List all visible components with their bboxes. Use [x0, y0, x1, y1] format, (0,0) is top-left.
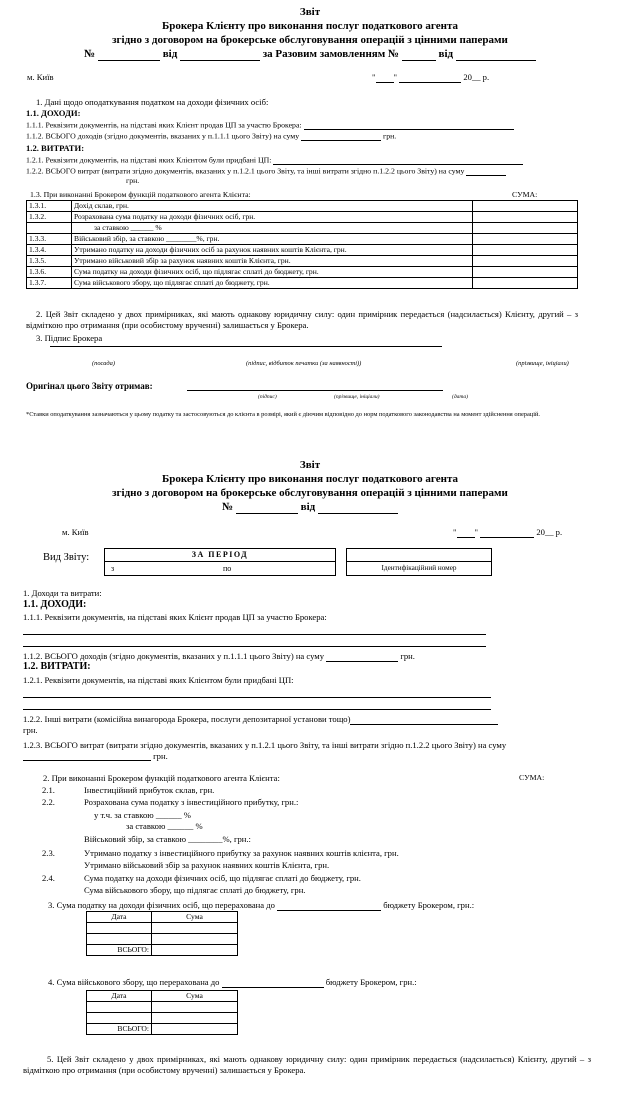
tax-table-row-label: Розрахована сума податку на доходи фізичних осіб, грн.	[72, 212, 473, 223]
report-1-item-121: 1.2.1. Реквізити документів, на підставі яких Клієнтом були придбані ЦП:	[26, 155, 523, 165]
tax-table-row-sum	[473, 267, 578, 278]
report-2-line-121b	[23, 701, 491, 710]
table-4-header-sum: Сума	[152, 991, 238, 1002]
report-2-line-111a	[23, 626, 486, 635]
report-2-item-111: 1.1.1. Реквізити документів, на підставі яких Клієнт продав ЦП за участю Брокера:	[23, 612, 327, 622]
report-1-caption-position: (посада)	[92, 360, 115, 367]
tax-table-row-label: Військовий збір, за ставкою ________%, грн.	[72, 234, 473, 245]
report-2-income-heading: 1.1. ДОХОДИ:	[23, 599, 87, 610]
report-2-section-3: 3. Сума податку на доходи фізичних осіб, що перерахована до бюджету Брокером, грн.:	[48, 900, 475, 910]
report-1-title-line-2: Брокера Клієнту про виконання послуг податкового агента	[161, 20, 459, 32]
table-4-total-label: ВСЬОГО:	[87, 1024, 152, 1035]
report-1-item-122: 1.2.2. ВСЬОГО витрат (витрати згідно документів, вказаних у п.1.2.1 цього Звіту, та інші витрати згідно п.1.2.2 цього Звіту) на суму грн.	[26, 166, 586, 186]
report-2-item-121: 1.2.1. Реквізити документів, на підставі яких Клієнтом були придбані ЦП:	[23, 675, 294, 685]
tax-table-row-number: 1.3.1.	[27, 201, 72, 212]
tax-table-row-number: 1.3.7.	[27, 278, 72, 289]
table-3-header-sum: Сума	[152, 912, 238, 923]
report-2-period-from: з	[111, 564, 115, 573]
tax-table-row	[27, 201, 578, 212]
report-2-item-row	[42, 860, 329, 871]
report-1-item-112: 1.1.2. ВСЬОГО доходів (згідно документів, вказаних у п.1.1.1 цього Звіту) на суму грн.	[26, 131, 397, 141]
report-2-item-number: 2.1.	[42, 785, 55, 795]
report-2-item-122: 1.2.2. Інші витрати (комісійна винагорода Брокера, послуги депозитарної установи тощо) грн.	[23, 714, 583, 735]
report-1-caption-name: (прізвище, ініціали)	[516, 360, 569, 367]
tax-table-row-sum	[473, 201, 578, 212]
report-1-item-111: 1.1.1. Реквізити документів, на підставі яких Клієнт продав ЦП за участю Брокера:	[26, 120, 514, 130]
report-1-footnote: *Ставки оподаткування зазначаються у цьому податку та застосовуються до клієнта в розмірі, який є діючим відповідно до норм податкового законодавства на момент здійснення операцій.	[26, 411, 541, 418]
tax-table-row-number: 1.3.2.	[27, 212, 72, 223]
report-1-sum-label: СУМА:	[512, 190, 538, 199]
table-4-header-date: Дата	[87, 991, 152, 1002]
report-2-line-111b	[23, 638, 486, 647]
report-2-date: " " 20__ р.	[453, 527, 563, 537]
tax-table-row-label: Дохід склав, грн.	[72, 201, 473, 212]
report-1-original-received: Оригінал цього Звіту отримав:	[26, 381, 153, 391]
report-2-section-2: 2. При виконанні Брокером функцій податкового агента Клієнта:	[43, 773, 280, 783]
tax-table-row-label: Утримано податку на доходи фізичних осіб за рахунок наявних коштів Клієнта, грн.	[72, 245, 473, 256]
tax-table-row-label: Сума військового збору, що підлягає сплаті до бюджету, грн.	[72, 278, 473, 289]
report-2-expenses-heading: 1.2. ВИТРАТИ:	[23, 661, 91, 672]
tax-table-row-number	[27, 223, 72, 234]
tax-table-row	[27, 234, 578, 245]
report-2-table-4	[86, 990, 238, 1035]
report-2-item-label: Сума податку на доходи фізичних осіб, що підлягає сплаті до бюджету, грн.	[84, 873, 361, 883]
report-1-city: м. Київ	[27, 72, 54, 82]
report-2-id-caption: Ідентифікаційний номер	[381, 564, 457, 572]
tax-table-row-label: Утримано військовий збір за рахунок наявних коштів Клієнта, грн.	[72, 256, 473, 267]
report-1-tax-table	[26, 200, 578, 289]
report-2-item-row	[42, 785, 214, 796]
report-2-item-row	[42, 885, 305, 896]
report-2-period-title: ЗА ПЕРІОД	[191, 550, 249, 559]
tax-table-row	[27, 256, 578, 267]
report-2-line-121a	[23, 689, 491, 698]
tax-table-row	[27, 245, 578, 256]
report-1-section-1: 1. Дані щодо оподаткування податком на доходи фізичних осіб:	[36, 97, 269, 107]
report-1-caption-date: (дата)	[452, 394, 468, 400]
report-2-sum-label: СУМА:	[519, 773, 545, 782]
report-1-caption-name-2: (прізвище, ініціали)	[334, 394, 380, 400]
report-1-title-line-1: Звіт	[299, 6, 321, 18]
report-2-id-box	[346, 548, 492, 576]
tax-table-row-sum	[473, 223, 578, 234]
report-1-income-heading: 1.1. ДОХОДИ:	[26, 108, 81, 118]
report-2-item-label: за ставкою ______ %	[126, 821, 203, 831]
report-2-item-label: Утримано податку з інвестиційного прибутку за рахунок наявних коштів клієнта, грн.	[84, 848, 399, 858]
report-1-paragraph-2: 2. Цей Звіт складено у двох примірниках, які мають однакову юридичну силу: один примірник передається (надсилається) Клієнту, другий – з відміткою про отримання (при особистому врученні) залишається у Брокера.	[26, 309, 578, 330]
report-1-section-13: 1.3. При виконанні Брокером функцій податкового агента Клієнта:	[30, 190, 251, 199]
report-1-caption-sign: (підпис)	[258, 394, 277, 400]
report-1-title-number-line: № від за Разовим замовленням № від	[0, 48, 620, 61]
tax-table-row-sum	[473, 245, 578, 256]
report-1-caption-signature: (підпис, відбиток печатки (за наявності))	[246, 360, 362, 367]
report-2-table-3	[86, 911, 238, 956]
tax-table-row-label: за ставкою ______ %	[72, 223, 473, 234]
report-2-type-label: Вид Звіту:	[43, 552, 90, 563]
report-1-title-line-3: згідно з договором на брокерське обслуговування операцій з цінними паперами	[112, 34, 508, 46]
report-2-paragraph-5: 5. Цей Звіт складено у двох примірниках, які мають однакову юридичну силу: один примірник передається (надсилається) Клієнту, другий – з відміткою про отримання (при особистому врученні) залишається у Брокера.	[23, 1054, 591, 1075]
report-2-item-label: Інвестиційний прибуток склав, грн.	[84, 785, 215, 795]
report-1-date: " " 20__ р.	[372, 72, 490, 82]
tax-table-row-number: 1.3.3.	[27, 234, 72, 245]
report-2-section-1: 1. Доходи та витрати:	[23, 588, 102, 598]
report-2-item-label: Утримано військовий збір за рахунок наявних коштів Клієнта, грн.	[84, 860, 330, 870]
report-2-item-row	[42, 810, 191, 821]
tax-table-row-sum	[473, 278, 578, 289]
report-2-item-number: 2.3.	[42, 848, 55, 858]
report-2-item-row	[42, 821, 203, 832]
report-2-period-box	[104, 548, 336, 576]
tax-table-row-label: Сума податку на доходи фізичних осіб, що підлягає сплаті до бюджету, грн.	[72, 267, 473, 278]
report-2-item-row	[42, 797, 298, 808]
tax-table-row-sum	[473, 234, 578, 245]
report-2-title-line-3: згідно з договором на брокерське обслуговування операцій з цінними паперами	[112, 487, 508, 499]
tax-table-row-sum	[473, 256, 578, 267]
report-2-item-row	[42, 873, 361, 884]
table-3-header-date: Дата	[87, 912, 152, 923]
tax-table-row	[27, 223, 578, 234]
report-1-received-line	[187, 381, 443, 391]
report-2-item-number: 2.2.	[42, 797, 55, 807]
report-2-section-4: 4. Сума військового збору, що перерахована до бюджету Брокером, грн.:	[48, 977, 417, 987]
report-1-expenses-heading: 1.2. ВИТРАТИ:	[26, 143, 85, 153]
report-2-title-line-2: Брокера Клієнту про виконання послуг податкового агента	[161, 473, 459, 485]
report-2-period-to: по	[223, 564, 232, 573]
tax-table-row	[27, 267, 578, 278]
report-1-broker-signature-label: 3. Підпис Брокера	[36, 333, 103, 343]
report-2-item-number: 2.4.	[42, 873, 55, 883]
tax-table-row-number: 1.3.5.	[27, 256, 72, 267]
tax-table-row	[27, 278, 578, 289]
report-2-item-label: у т.ч. за ставкою ______ %	[94, 810, 191, 820]
report-2-item-row	[42, 834, 251, 845]
report-1-signature-line	[50, 346, 442, 347]
table-3-total-label: ВСЬОГО:	[87, 945, 152, 956]
report-2-item-row	[42, 848, 399, 859]
tax-table-row-number: 1.3.4.	[27, 245, 72, 256]
report-2-title-line-1: Звіт	[299, 459, 321, 471]
report-2-item-label: Сума військового збору, що підлягає сплаті до бюджету, грн.	[84, 885, 306, 895]
report-2-title-number-line: № від	[0, 501, 620, 514]
report-2-city: м. Київ	[62, 527, 89, 537]
tax-table-row-sum	[473, 212, 578, 223]
report-2-item-123: 1.2.3. ВСЬОГО витрат (витрати згідно документів, вказаних у п.1.2.1 цього Звіту, та інші витрати згідно п.1.2.2 цього Звіту) на суму грн.	[23, 740, 507, 761]
report-2-item-label: Розрахована сума податку з інвестиційного прибутку, грн.:	[84, 797, 299, 807]
tax-table-row-number: 1.3.6.	[27, 267, 72, 278]
report-2-item-112: 1.1.2. ВСЬОГО доходів (згідно документів, вказаних у п.1.1.1 цього Звіту) на суму грн.	[23, 651, 415, 661]
tax-table-row	[27, 212, 578, 223]
report-2-item-label: Військовий збір, за ставкою ________%, грн.:	[84, 834, 251, 844]
